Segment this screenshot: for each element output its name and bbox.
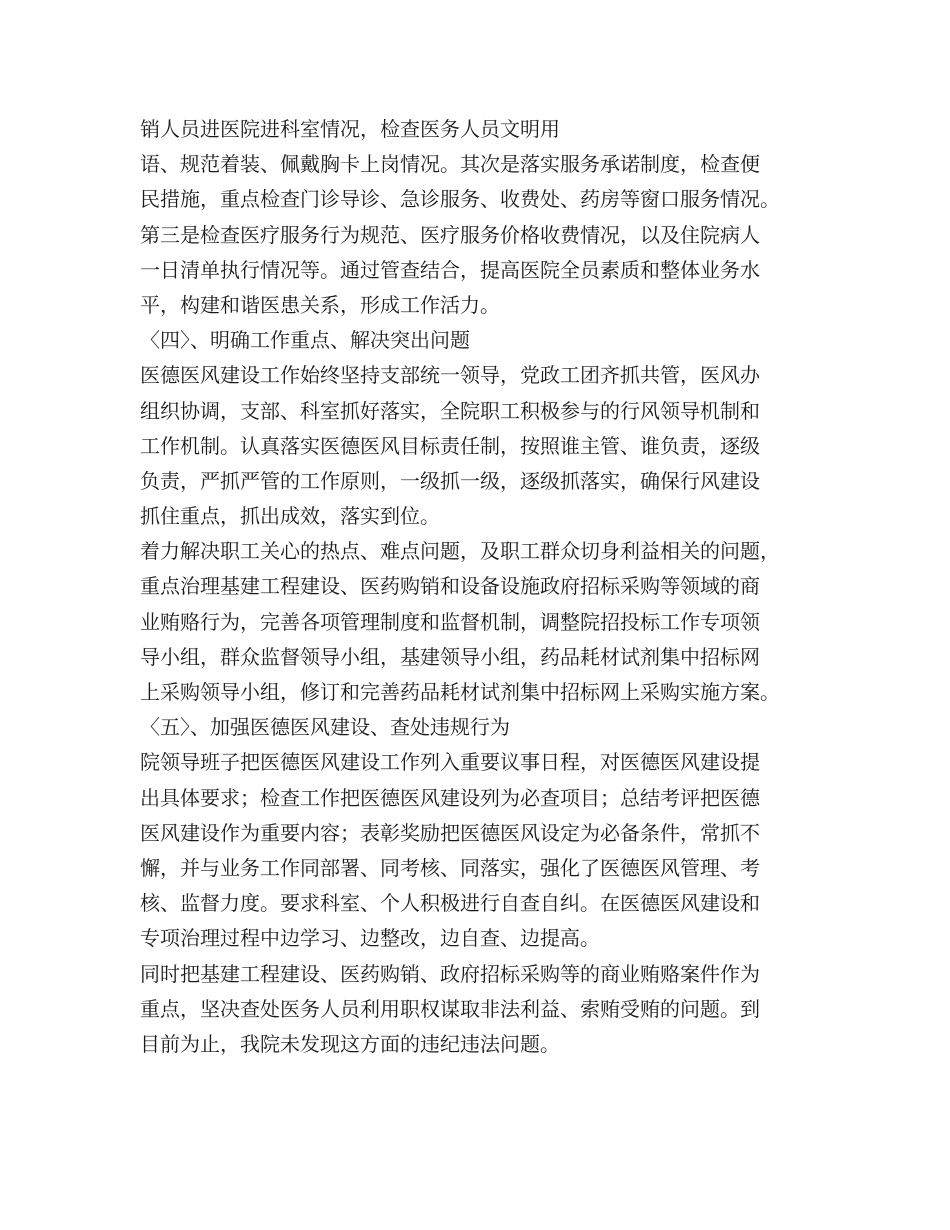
text-line: 医风建设作为重要内容；表彰奖励把医德医风设定为必备条件，常抓不 [140, 820, 760, 845]
text-line: 出具体要求；检查工作把医德医风建设列为必查项目；总结考评把医德 [140, 785, 760, 810]
section-heading-4: 〈四〉、明确工作重点、解决突出问题 [140, 328, 470, 353]
text-line: 平，构建和谐医患关系，形成工作活力。 [140, 292, 500, 317]
text-line: 医德医风建设工作始终坚持支部统一领导，党政工团齐抓共管，医风办 [140, 363, 760, 388]
text-line: 导小组，群众监督领导小组，基建领导小组，药品耗材试剂集中招标网 [140, 644, 760, 669]
text-line: 销人员进医院进科室情况，检查医务人员文明用 [140, 117, 560, 141]
text-line: 负责，严抓严管的工作原则，一级抓一级，逐级抓落实，确保行风建设 [140, 468, 760, 493]
text-line: 一日清单执行情况等。通过管查结合，提高医院全员素质和整体业务水 [140, 257, 760, 282]
text-line: 着力解决职工关心的热点、难点问题，及职工群众切身利益相关的问题， [140, 539, 780, 564]
text-line: 重点治理基建工程建设、医药购销和设备设施政府招标采购等领域的商 [140, 574, 760, 599]
text-line: 上采购领导小组，修订和完善药品耗材试剂集中招标网上采购实施方案。 [140, 680, 780, 704]
text-line: 核、监督力度。要求科室、个人积极进行自查自纠。在医德医风建设和 [140, 891, 760, 916]
text-line: 懈，并与业务工作同部署、同考核、同落实，强化了医德医风管理、考 [140, 855, 760, 880]
text-line: 重点，坚决查处医务人员利用职权谋取非法利益、索贿受贿的问题。到 [140, 996, 760, 1021]
text-line: 工作机制。认真落实医德医风目标责任制，按照谁主管、谁负责，逐级 [140, 433, 760, 458]
document-body [140, 112, 830, 1062]
text-line: 院领导班子把医德医风建设工作列入重要议事日程，对医德医风建设提 [140, 750, 760, 775]
text-line: 专项治理过程中边学习、边整改，边自查、边提高。 [140, 926, 600, 951]
text-line: 组织协调，支部、科室抓好落实，全院职工积极参与的行风领导机制和 [140, 398, 760, 423]
text-line: 民措施，重点检查门诊导诊、急诊服务、收费处、药房等窗口服务情况。 [140, 187, 780, 212]
text-line: 目前为止，我院未发现这方面的违纪违法问题。 [140, 1031, 560, 1056]
text-line: 同时把基建工程建设、医药购销、政府招标采购等的商业贿赂案件作为 [140, 961, 760, 986]
text-line: 业贿赂行为，完善各项管理制度和监督机制，调整院招投标工作专项领 [140, 609, 760, 634]
section-heading-5: 〈五〉、加强医德医风建设、查处违规行为 [140, 715, 510, 740]
text-line: 第三是检查医疗服务行为规范、医疗服务价格收费情况，以及住院病人 [140, 222, 760, 247]
text-line: 语、规范着装、佩戴胸卡上岗情况。其次是落实服务承诺制度，检查便 [140, 152, 760, 177]
text-line: 抓住重点，抓出成效，落实到位。 [140, 504, 440, 529]
